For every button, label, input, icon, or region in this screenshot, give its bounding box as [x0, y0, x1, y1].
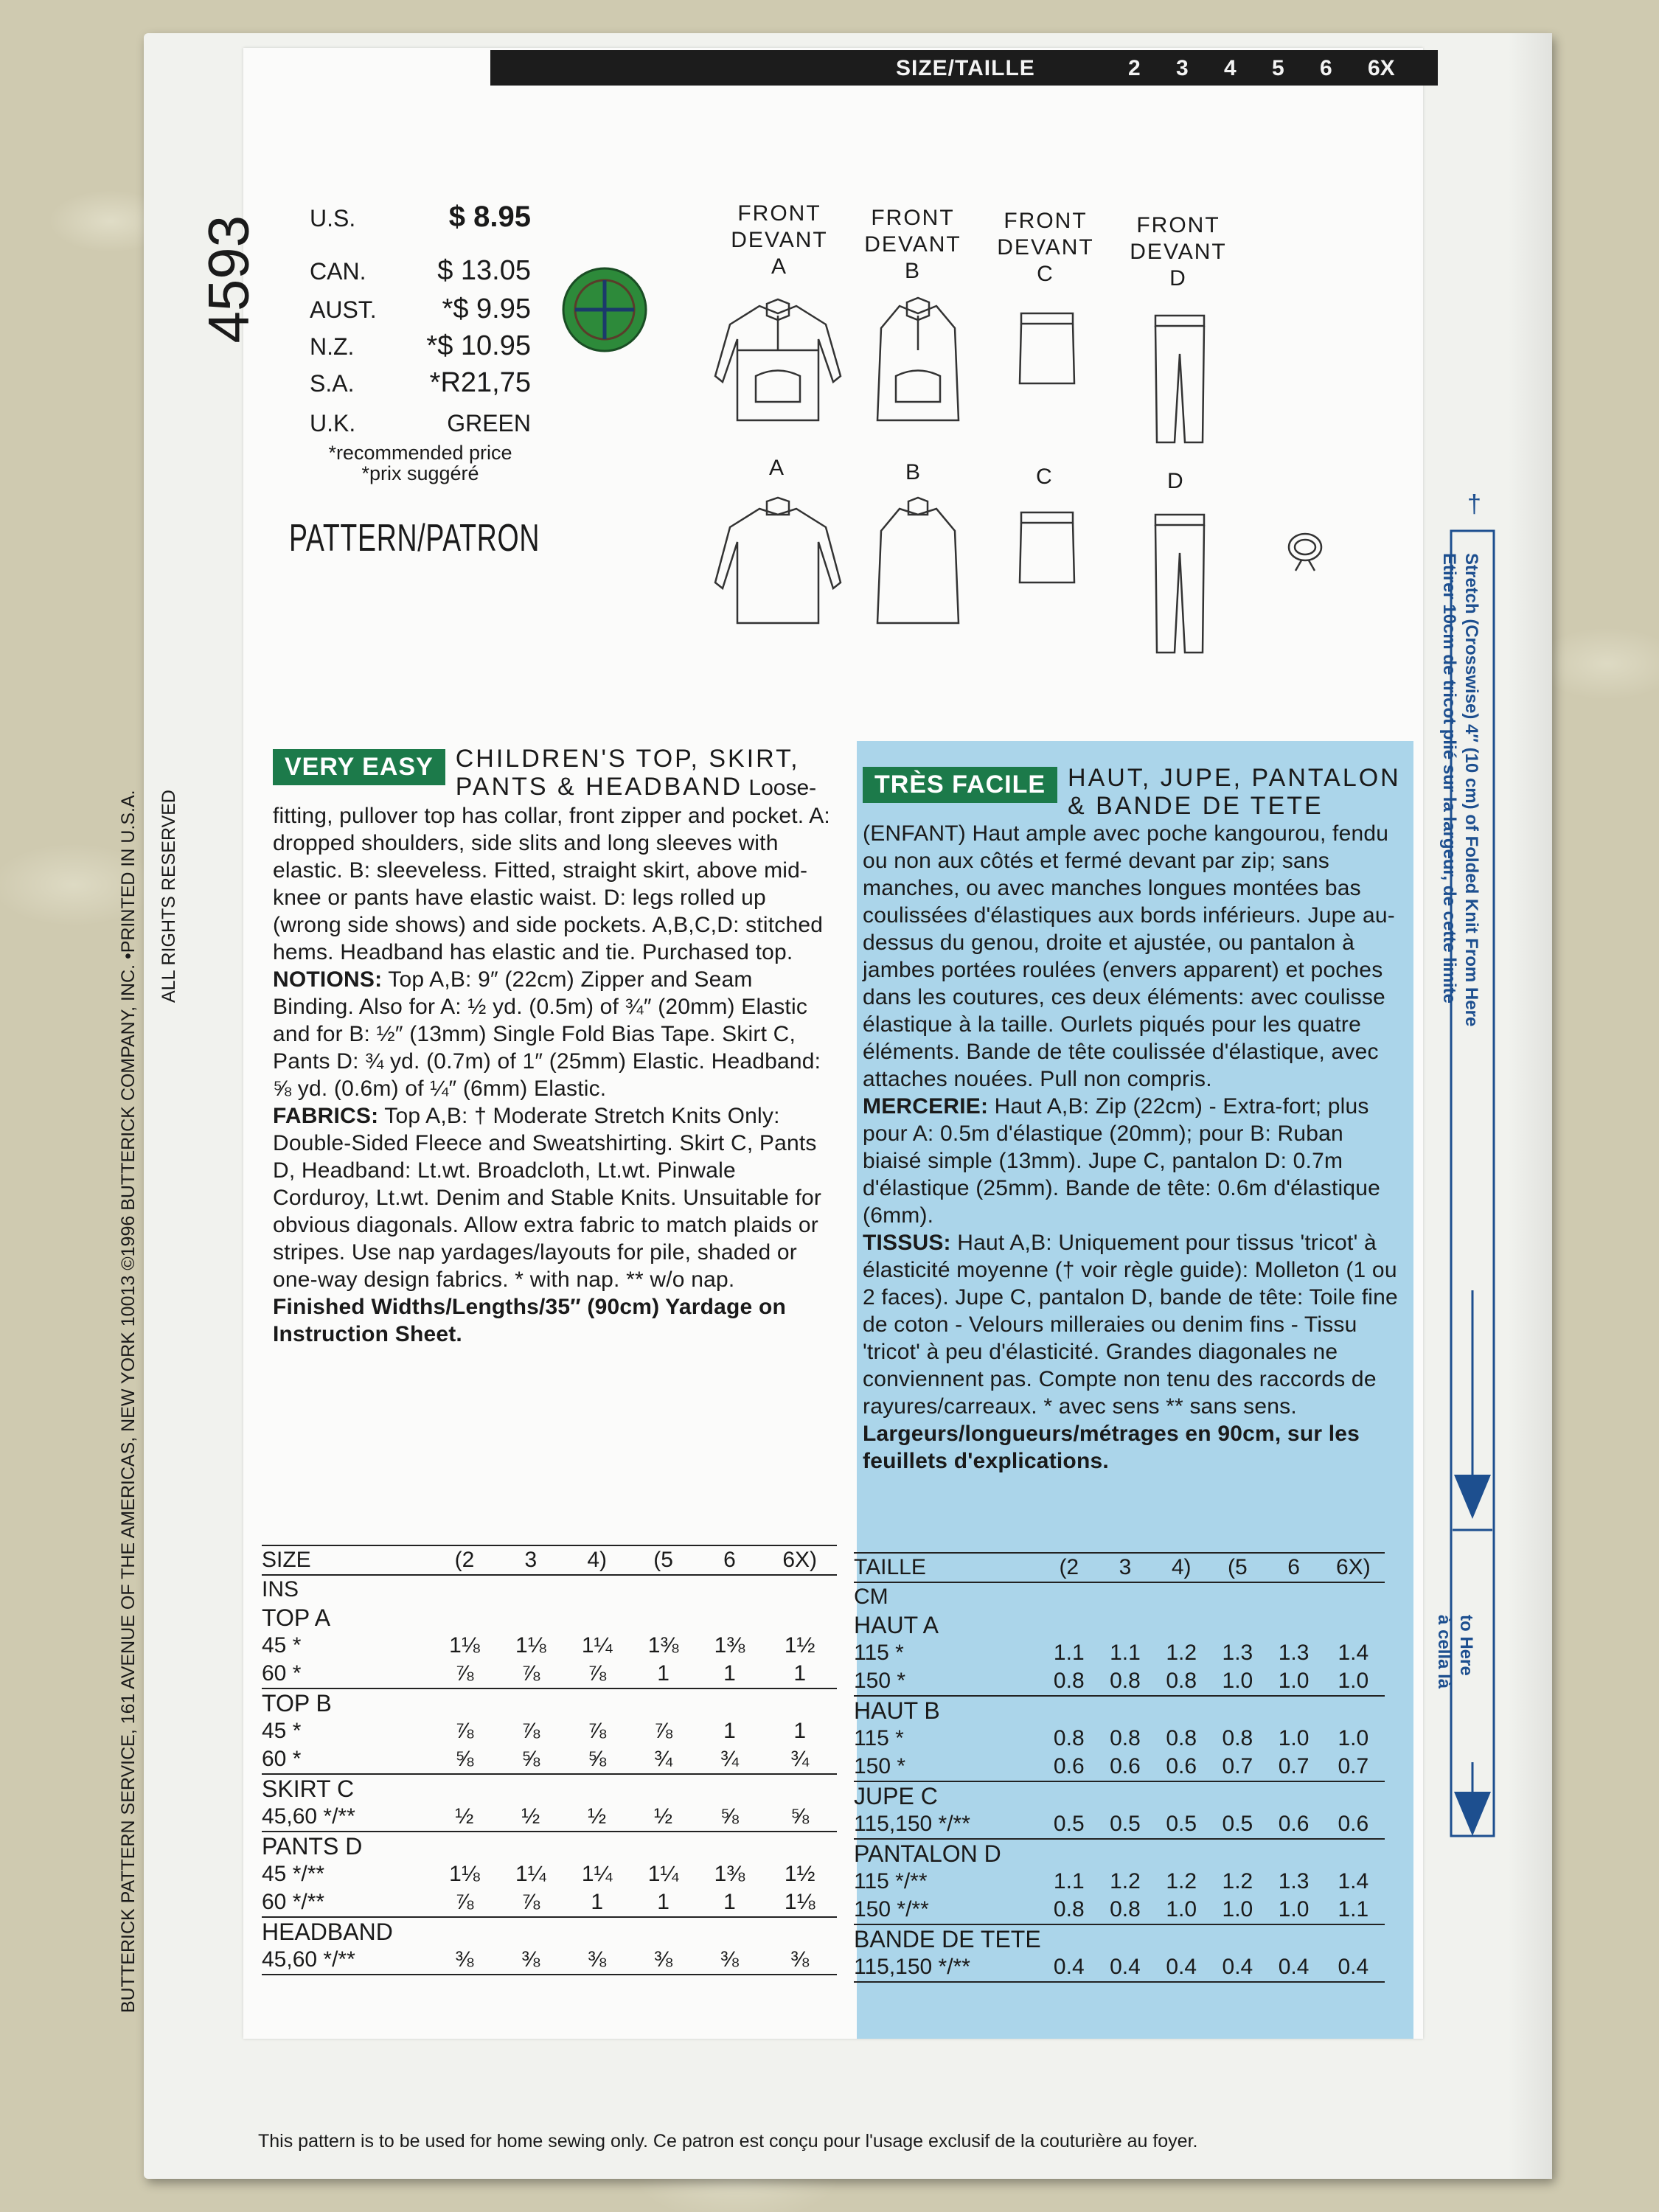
yardage-row	[854, 1810, 1385, 1839]
yardage-value-cell: 0.4	[1053, 1955, 1085, 1979]
yardage-group-row	[854, 1924, 1385, 1953]
yardage-value-cell: 1.0	[1222, 1897, 1253, 1921]
yardage-group-row	[262, 1832, 837, 1860]
yardage-group-row	[854, 1839, 1385, 1868]
yardage-header-cell: 3	[524, 1548, 538, 1572]
yardage-group-name: PANTS D	[262, 1832, 363, 1860]
pants-d-back-sketch	[1147, 509, 1213, 664]
yardage-header-cell: 6X)	[782, 1548, 818, 1572]
front-view-label-b: FRONT DEVANT B	[864, 206, 961, 283]
pattern-number: 4593	[195, 215, 261, 344]
envelope-flap	[1508, 33, 1552, 2179]
yardage-value-cell: 0.8	[1110, 1897, 1141, 1921]
yardage-value-cell: ⅞	[588, 1719, 607, 1743]
yardage-value-cell: 0.8	[1222, 1726, 1253, 1750]
yardage-value-cell: ⅝	[720, 1804, 739, 1829]
top-b-front-sketch	[866, 295, 970, 428]
yardage-value-cell: 1	[793, 1719, 807, 1743]
english-title: CHILDREN'S TOP, SKIRT, PANTS & HEADBAND Loose-	[455, 745, 817, 801]
yardage-width-cell: 45,60 */**	[262, 1804, 355, 1829]
yardage-row	[854, 1896, 1385, 1924]
yardage-row	[262, 1860, 837, 1888]
yardage-value-cell: 1	[657, 1890, 669, 1914]
yardage-value-cell: ¾	[790, 1747, 810, 1771]
yardage-header-cell: TAILLE	[854, 1555, 926, 1579]
yardage-row	[854, 1753, 1385, 1781]
yardage-value-cell: 0.4	[1338, 1955, 1369, 1979]
yardage-width-cell: 45 */**	[262, 1862, 325, 1886]
yardage-row	[854, 1953, 1385, 1982]
size-bar-size: 5	[1272, 56, 1284, 80]
yardage-value-cell: ⅞	[521, 1890, 540, 1914]
yardage-value-cell: 0.5	[1110, 1812, 1141, 1836]
yardage-unit-row	[854, 1582, 1385, 1611]
yardage-group-row	[262, 1917, 837, 1946]
yardage-row	[854, 1868, 1385, 1896]
yardage-value-cell: 1	[793, 1661, 807, 1686]
price-note-fr: *prix suggéré	[361, 462, 479, 484]
size-bar-size: 6X	[1368, 56, 1395, 80]
yardage-value-cell: 0.4	[1110, 1955, 1141, 1979]
yardage-value-cell: 0.5	[1222, 1812, 1253, 1836]
price-label: AUST.	[310, 296, 377, 323]
french-finished-note: Largeurs/longueurs/métrages en 90cm, sur les feuillets d'explications.	[863, 1422, 1360, 1473]
yardage-value-cell: 0.8	[1053, 1897, 1085, 1921]
yardage-header-cell: SIZE	[262, 1548, 311, 1572]
yardage-value-cell: 1.1	[1110, 1641, 1141, 1665]
yardage-value-cell: ⅞	[521, 1661, 540, 1686]
yardage-group-row	[854, 1696, 1385, 1725]
yardage-value-cell: ⅞	[654, 1719, 673, 1743]
yardage-group-name: PANTALON D	[854, 1840, 1001, 1867]
yardage-value-cell: 0.8	[1166, 1726, 1197, 1750]
yardage-group-row	[854, 1611, 1385, 1639]
yardage-value-cell: 0.4	[1278, 1955, 1310, 1979]
yardage-value-cell: 1⅜	[647, 1633, 679, 1658]
yardage-value-cell: 1¼	[515, 1862, 546, 1886]
yardage-value-cell: ⅞	[455, 1719, 474, 1743]
yardage-value-cell: ⅜	[521, 1947, 540, 1972]
yardage-value-cell: ⅜	[720, 1947, 739, 1972]
yardage-value-cell: 1.0	[1338, 1726, 1369, 1750]
yardage-value-cell: 0.6	[1338, 1812, 1369, 1836]
yardage-group-name: HEADBAND	[262, 1918, 393, 1945]
yardage-group-row	[262, 1774, 837, 1803]
yardage-width-cell: 150 *	[854, 1669, 906, 1693]
rights-line: ALL RIGHTS RESERVED	[159, 790, 179, 1003]
size-bar-size: 4	[1224, 56, 1237, 80]
yardage-header-cell: (5	[1228, 1555, 1248, 1579]
front-view-label-d: FRONT DEVANT D	[1130, 213, 1227, 291]
yardage-row	[262, 1717, 837, 1745]
yardage-value-cell: 0.6	[1166, 1754, 1197, 1778]
yardage-group-name: TOP B	[262, 1689, 332, 1717]
yardage-value-cell: 1.3	[1278, 1641, 1310, 1665]
english-description-block	[273, 745, 833, 1348]
yardage-value-cell: ½	[521, 1804, 540, 1829]
price-value: $ 8.95	[448, 201, 531, 233]
yardage-group-row	[854, 1781, 1385, 1810]
top-a-front-sketch	[708, 295, 848, 428]
uk-green-seal-icon	[560, 265, 649, 354]
yardage-row	[854, 1667, 1385, 1696]
front-view-label-c: FRONT DEVANT C	[997, 209, 1094, 286]
yardage-value-cell: ⅞	[455, 1890, 474, 1914]
yardage-unit-cell: CM	[854, 1585, 888, 1609]
yardage-value-cell: 1.0	[1278, 1726, 1310, 1750]
yardage-group-name: BANDE DE TETE	[854, 1925, 1041, 1952]
yardage-value-cell: 1	[723, 1661, 736, 1686]
finished-widths-note: Finished Widths/Lengths/35″ (90cm) Yardage on Instruction Sheet.	[273, 1295, 787, 1346]
yardage-table-french	[854, 1552, 1385, 1982]
size-bar-size: 6	[1320, 56, 1332, 80]
yardage-value-cell: 1.0	[1278, 1669, 1310, 1693]
headband-sketch	[1279, 524, 1331, 575]
yardage-value-cell: 0.8	[1110, 1726, 1141, 1750]
back-view-letter-c: C	[1036, 465, 1052, 489]
yardage-value-cell: 1.4	[1338, 1869, 1369, 1893]
price-value: GREEN	[447, 410, 531, 437]
yardage-value-cell: ⅜	[588, 1947, 607, 1972]
yardage-value-cell: 1⅛	[784, 1890, 815, 1914]
yardage-row	[262, 1946, 837, 1975]
yardage-header-cell: 6X)	[1336, 1555, 1371, 1579]
yardage-width-cell: 150 *	[854, 1754, 906, 1778]
pattern-label: PATTERN/PATRON	[289, 517, 540, 560]
yardage-header-cell: 4)	[1171, 1555, 1192, 1579]
yardage-width-cell: 115 *	[854, 1726, 904, 1750]
price-label: N.Z.	[310, 333, 355, 360]
yardage-value-cell: 1.2	[1110, 1869, 1141, 1893]
yardage-value-cell: ¾	[654, 1747, 673, 1771]
very-easy-badge: VERY EASY	[273, 749, 445, 785]
yardage-header-cell: 4)	[587, 1548, 608, 1572]
french-title: HAUT, JUPE, PANTALON & BANDE DE TETE	[1068, 764, 1401, 820]
price-label: U.S.	[310, 205, 356, 232]
yardage-row	[262, 1803, 837, 1832]
yardage-table-english	[262, 1545, 837, 1975]
yardage-value-cell: 1⅛	[449, 1633, 480, 1658]
yardage-value-cell: 1	[723, 1719, 736, 1743]
yardage-header-cell: 6	[723, 1548, 736, 1572]
skirt-c-front-sketch	[1014, 310, 1080, 391]
yardage-group-name: JUPE C	[854, 1782, 938, 1809]
yardage-group-name: HAUT A	[854, 1611, 939, 1638]
yardage-width-cell: 115,150 */**	[854, 1955, 970, 1979]
yardage-value-cell: 1¼	[581, 1633, 613, 1658]
top-b-back-sketch	[866, 494, 970, 634]
yardage-width-cell: 115,150 */**	[854, 1812, 970, 1836]
yardage-value-cell: 1.2	[1222, 1869, 1253, 1893]
price-value: $ 13.05	[437, 255, 531, 286]
yardage-value-cell: ½	[588, 1804, 607, 1829]
top-a-back-sketch	[704, 494, 852, 634]
yardage-value-cell: ⅜	[455, 1947, 474, 1972]
yardage-value-cell: 1	[591, 1890, 604, 1914]
fabrics-section: FABRICS: Top A,B: † Moderate Stretch Knits Only: Double-Sided Fleece and Sweatshirting. Skirt C, Pants D, Headband: Lt.wt. Broadcloth, Lt.wt. Pinwale Corduroy, Lt.wt. Denim and Stable Knits. Unsuitable for obvious diagonals. Allow extra fabric to match plaids or stripes. Use nap yardages/layouts for pile, shaded or one-way design fabrics. * with nap. ** w/o nap.	[273, 1104, 822, 1292]
yardage-value-cell: 1	[723, 1890, 736, 1914]
yardage-width-cell: 115 *	[854, 1641, 904, 1665]
back-view-letter-a: A	[769, 456, 785, 480]
yardage-width-cell: 45,60 */**	[262, 1947, 355, 1972]
notions-section: NOTIONS: Top A,B: 9″ (22cm) Zipper and Seam Binding. Also for A: ½ yd. (0.5m) of ¾″ (20mm) Elastic and for B: ½″ (13mm) Single Fold Bias Tape. Skirt C, Pants D: ¾ yd. (0.7m) of 1″ (25mm) Elastic. Headband: ⅝ yd. (0.6m) of ¼″ (6mm) Elastic.	[273, 967, 821, 1101]
price-note	[310, 442, 531, 484]
yardage-header-cell: (5	[653, 1548, 673, 1572]
yardage-value-cell: 1.1	[1053, 1869, 1085, 1893]
yardage-value-cell: 0.5	[1166, 1812, 1197, 1836]
dagger-mark: †	[1467, 490, 1481, 518]
yardage-value-cell: 0.7	[1278, 1754, 1310, 1778]
yardage-value-cell: 0.7	[1338, 1754, 1369, 1778]
yardage-header-cell: 3	[1119, 1555, 1132, 1579]
yardage-value-cell: 1	[657, 1661, 669, 1686]
price-value: *$ 10.95	[426, 330, 531, 361]
size-bar-size: 3	[1176, 56, 1189, 80]
yardage-value-cell: ½	[455, 1804, 474, 1829]
yardage-value-cell: 1.3	[1222, 1641, 1253, 1665]
back-view-letter-b: B	[905, 460, 921, 484]
yardage-group-name: TOP A	[262, 1604, 331, 1631]
price-label: CAN.	[310, 258, 366, 285]
size-bar-size: 2	[1128, 56, 1141, 80]
yardage-value-cell: 1⅛	[449, 1862, 480, 1886]
yardage-value-cell: ⅝	[790, 1804, 810, 1829]
yardage-value-cell: 1¼	[581, 1862, 613, 1886]
yardage-value-cell: 1.1	[1338, 1897, 1369, 1921]
yardage-width-cell: 60 *	[262, 1661, 302, 1686]
yardage-width-cell: 45 *	[262, 1719, 302, 1743]
yardage-row	[262, 1745, 837, 1774]
yardage-width-cell: 60 */**	[262, 1890, 325, 1914]
yardage-value-cell: 1.4	[1338, 1641, 1369, 1665]
yardage-value-cell: 1½	[784, 1862, 815, 1886]
yardage-group-row	[262, 1604, 837, 1632]
yardage-row	[262, 1888, 837, 1917]
yardage-value-cell: ⅜	[790, 1947, 810, 1972]
yardage-group-name: SKIRT C	[262, 1775, 355, 1802]
yardage-header-cell: (2	[1059, 1555, 1079, 1579]
yardage-value-cell: 0.6	[1053, 1754, 1085, 1778]
yardage-value-cell: 1½	[784, 1633, 815, 1658]
yardage-row	[854, 1725, 1385, 1753]
size-bar-label: SIZE/TAILLE	[896, 56, 1035, 80]
yardage-row	[854, 1639, 1385, 1667]
price-label: U.K.	[310, 410, 356, 437]
mercerie-section: MERCERIE: Haut A,B: Zip (22cm) - Extra-fort; plus pour A: 0.5m d'élastique (20mm); pour B: Ruban biaisé simple (13mm). Jupe C, pantalon D: 0.7m d'élastique (25mm). Bande de tête: 0.6m d'élastique (6mm).	[863, 1094, 1381, 1228]
yardage-group-name: HAUT B	[854, 1697, 940, 1724]
yardage-value-cell: 1.2	[1166, 1641, 1197, 1665]
yardage-value-cell: 0.4	[1166, 1955, 1197, 1979]
yardage-value-cell: 0.8	[1053, 1669, 1085, 1693]
yardage-value-cell: 0.6	[1110, 1754, 1141, 1778]
yardage-value-cell: 0.6	[1278, 1812, 1310, 1836]
yardage-value-cell: ⅝	[521, 1747, 540, 1771]
english-description: fitting, pullover top has collar, front zipper and pocket. A: dropped shoulders, side slits and long sleeves with elastic. B: sleeveless. Fitted, straight skirt, above mid-knee or pants have elastic waist. D: legs rolled up (wrong side shows) and side pockets. A,B,C,D: stitched hems. Headband has elastic and tie. Purchased top.	[273, 804, 830, 964]
price-value: *$ 9.95	[442, 293, 531, 324]
front-view-label-a: FRONT DEVANT A	[731, 201, 828, 279]
yardage-header-row	[262, 1545, 837, 1575]
yardage-value-cell: ½	[654, 1804, 673, 1829]
price-label: S.A.	[310, 370, 355, 397]
back-view-letter-d: D	[1167, 469, 1183, 493]
price-value: *R21,75	[429, 367, 531, 398]
yardage-unit-cell: INS	[262, 1577, 299, 1601]
home-sewing-disclaimer: This pattern is to be used for home sewing only. Ce patron est conçu pour l'usage exclusif de la couturière au foyer.	[258, 2131, 1198, 2152]
french-description-block	[863, 764, 1408, 1475]
yardage-row	[262, 1632, 837, 1660]
yardage-value-cell: ⅜	[654, 1947, 673, 1972]
yardage-value-cell: 1.3	[1278, 1869, 1310, 1893]
price-row-us	[310, 201, 531, 234]
yardage-width-cell: 150 */**	[854, 1897, 929, 1921]
yardage-value-cell: 1.0	[1166, 1897, 1197, 1921]
stretch-instructions: Stretch (Crosswise) 4″ (10 cm) of Folded Knit From Here Etirer 10cm de tricot plié sur la largeur, de cette limite	[1439, 553, 1481, 1027]
yardage-value-cell: 1.0	[1278, 1897, 1310, 1921]
yardage-value-cell: ⅝	[455, 1747, 474, 1771]
french-description: (ENFANT) Haut ample avec poche kangourou, fendu ou non aux côtés et fermé devant par zip; sans manches, ou avec manches longues montées bas coulissées d'élastiques aux bords inférieurs. Jupe au-dessus du genou, droite et ajustée, ou pantalon à jambes portées roulées (envers apparent) et poches dans les coutures, ces deux éléments: avec coulisse élastique à la taille. Ourlets piqués pour les quatre éléments. Bande de tête coulissée d'élastique, avec attaches nouées. Pull non compris.	[863, 821, 1395, 1091]
size-bar	[490, 50, 1438, 86]
yardage-value-cell: 0.8	[1166, 1669, 1197, 1693]
yardage-value-cell: 0.8	[1053, 1726, 1085, 1750]
yardage-width-cell: 45 *	[262, 1633, 302, 1658]
skirt-c-back-sketch	[1014, 509, 1080, 590]
yardage-header-row	[854, 1553, 1385, 1582]
yardage-value-cell: ⅞	[455, 1661, 474, 1686]
yardage-header-cell: (2	[454, 1548, 475, 1572]
yardage-value-cell: 1.0	[1222, 1669, 1253, 1693]
yardage-value-cell: 1.0	[1338, 1669, 1369, 1693]
publisher-line: BUTTERICK PATTERN SERVICE, 161 AVENUE OF THE AMERICAS, NEW YORK 10013 ©1996 BUTTERICK COMPANY, INC. •PRINTED IN U.S.A.	[118, 790, 139, 2013]
yardage-value-cell: 1⅜	[714, 1633, 745, 1658]
yardage-value-cell: ⅝	[588, 1747, 607, 1771]
yardage-value-cell: ⅞	[521, 1719, 540, 1743]
yardage-value-cell: 1.1	[1053, 1641, 1085, 1665]
price-note-en: *recommended price	[328, 442, 512, 464]
tres-facile-badge: TRÈS FACILE	[863, 767, 1057, 803]
yardage-unit-row	[262, 1575, 837, 1604]
yardage-header-cell: 6	[1287, 1555, 1300, 1579]
yardage-value-cell: 0.5	[1053, 1812, 1085, 1836]
tissus-section: TISSUS: Haut A,B: Uniquement pour tissus 'tricot' à élasticité moyenne († voir règle guide): Molleton (1 ou 2 faces). Jupe C, pantalon D, bande de tête: Toile fine de coton - Velours milleraies ou denim fins - Tissu 'tricot' à peu d'élasticité. Grandes diagonales ne conviennent pas. Compte non tenu des raccords de rayures/carreaux. * avec sens ** sans sens.	[863, 1231, 1398, 1419]
yardage-value-cell: 0.4	[1222, 1955, 1253, 1979]
yardage-group-row	[262, 1688, 837, 1717]
yardage-value-cell: ⅞	[588, 1661, 607, 1686]
yardage-width-cell: 115 */**	[854, 1869, 928, 1893]
yardage-value-cell: ¾	[720, 1747, 739, 1771]
pants-d-front-sketch	[1147, 310, 1213, 457]
yardage-value-cell: 1⅛	[515, 1633, 546, 1658]
yardage-value-cell: 1¼	[647, 1862, 679, 1886]
yardage-row	[262, 1660, 837, 1688]
to-here-mark: to Here à cella là	[1434, 1615, 1476, 1689]
yardage-width-cell: 60 *	[262, 1747, 302, 1771]
yardage-value-cell: 0.8	[1110, 1669, 1141, 1693]
yardage-value-cell: 0.7	[1222, 1754, 1253, 1778]
yardage-value-cell: 1.2	[1166, 1869, 1197, 1893]
yardage-value-cell: 1⅜	[714, 1862, 745, 1886]
